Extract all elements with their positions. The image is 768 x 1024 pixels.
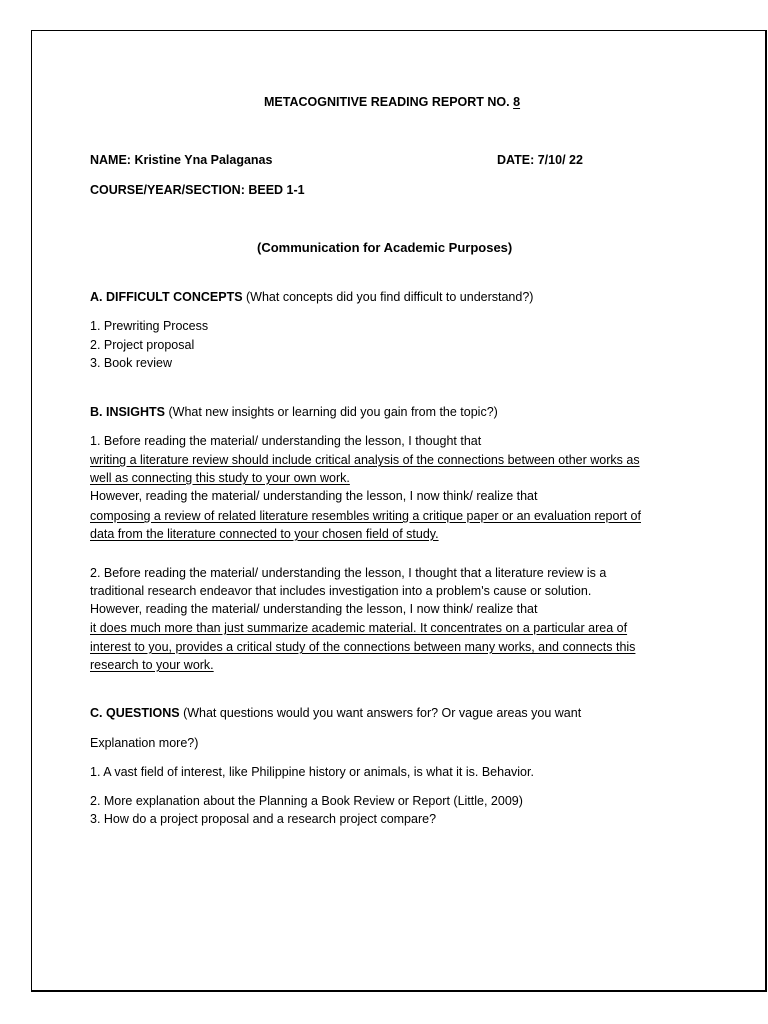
section-b-heading: B. INSIGHTS: [90, 405, 166, 419]
list-item: 2. Project proposal: [90, 338, 195, 352]
section-c-title: [90, 704, 581, 722]
question-item: 1. A vast field of interest, like Philippine history or animals, is what it is. Behavior.: [90, 765, 534, 779]
subject-heading: (Communication for Academic Purposes): [257, 240, 513, 255]
insight1-after: However, reading the material/ understanding the lesson, I now think/ realize that: [90, 489, 538, 503]
report-title: [264, 93, 520, 111]
course-line: COURSE/YEAR/SECTION: BEED 1-1: [90, 183, 305, 197]
date-line: DATE: 7/10/ 22: [497, 153, 583, 167]
report-number: 8: [513, 95, 521, 109]
insight1-thought-line: writing a literature review should include critical analysis of the connections between other works as: [90, 453, 640, 467]
name-line: NAME: Kristine Yna Palaganas: [90, 153, 273, 167]
insight2-realize-line: research to your work.: [90, 658, 214, 672]
insight1-realize-line: data from the literature connected to your chosen field of study.: [90, 527, 439, 541]
list-item: 1. Prewriting Process: [90, 319, 209, 333]
section-a-prompt: (What concepts did you find difficult to understand?): [242, 290, 534, 304]
insight1-realize-line: composing a review of related literature resembles writing a critique paper or an evaluation report of: [90, 509, 641, 523]
insight2-after: However, reading the material/ understanding the lesson, I now think/ realize that: [90, 602, 538, 616]
section-a-title: [90, 288, 533, 306]
list-item: 3. Book review: [90, 356, 172, 370]
insight2-before-line: traditional research endeavor that includes investigation into a problem's cause or solution.: [90, 584, 592, 598]
insight2-realize-line: it does much more than just summarize academic material. It concentrates on a particular area of: [90, 621, 628, 635]
insight1-before: 1. Before reading the material/ understanding the lesson, I thought that: [90, 434, 482, 448]
insight1-thought-line: well as connecting this study to your own work.: [90, 471, 350, 485]
question-item: 3. How do a project proposal and a research project compare?: [90, 812, 437, 826]
section-c-prompt-cont: Explanation more?): [90, 736, 199, 750]
section-b-prompt: (What new insights or learning did you gain from the topic?): [165, 405, 498, 419]
insight2-before-line: 2. Before reading the material/ understanding the lesson, I thought that a literature review is a: [90, 566, 607, 580]
question-item: 2. More explanation about the Planning a Book Review or Report (Little, 2009): [90, 794, 523, 808]
section-c-heading: C. QUESTIONS: [90, 706, 180, 720]
report-title-prefix: METACOGNITIVE READING REPORT NO.: [264, 95, 514, 109]
insight2-realize-line: interest to you, provides a critical study of the connections between many works, and connects this: [90, 640, 636, 654]
section-a-heading: A. DIFFICULT CONCEPTS: [90, 290, 243, 304]
section-b-title: [90, 403, 498, 421]
section-c-prompt: (What questions would you want answers for? Or vague areas you want: [179, 706, 582, 720]
